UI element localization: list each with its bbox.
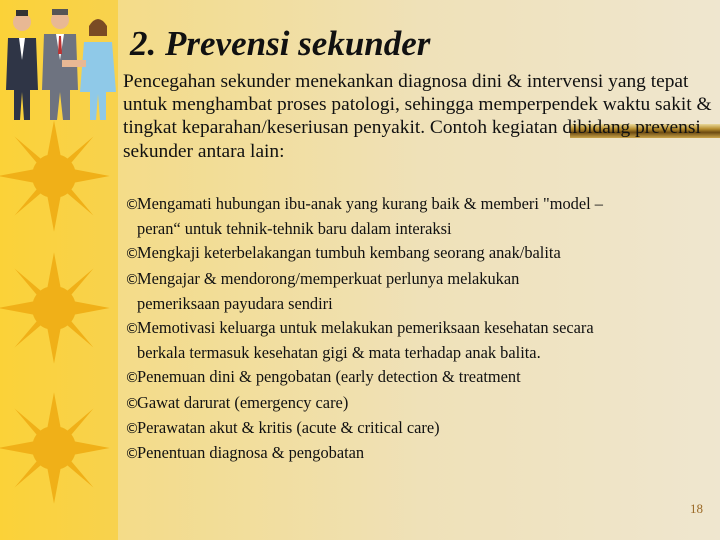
bullet-icon: © <box>125 271 139 288</box>
bullet-icon: © <box>125 420 139 437</box>
list-item-continuation: berkala termasuk kesehatan gigi & mata terhadap anak balita. <box>137 343 541 363</box>
list-item: ©Mengajar & mendorong/memperkuat perlunya melakukan <box>125 267 717 292</box>
business-people-clipart <box>2 2 120 122</box>
list-item: ©Penentuan diagnosa & pengobatan <box>125 441 717 466</box>
sun-icon <box>0 250 112 366</box>
bullet-list <box>125 192 717 466</box>
intro-paragraph: Pencegahan sekunder menekankan diagnosa dini & intervensi yang tepat untuk menghambat proses patologi, sehingga memperpendek waktu sakit & tingkat keparahan/keseriusan penyakit. Contoh kegiatan dibidang prevensi sekunder antara lain: <box>123 71 712 162</box>
slide-title: 2. Prevensi sekunder <box>130 24 431 63</box>
bullet-icon: © <box>125 321 139 338</box>
list-item: ©Perawatan akut & kritis (acute & critical care) <box>125 416 717 441</box>
bullet-icon: © <box>125 395 139 412</box>
bullet-icon: © <box>125 197 139 213</box>
page-number: 18 <box>690 501 703 516</box>
list-item-continuation: pemeriksaan payudara sendiri <box>137 293 333 313</box>
sun-icon <box>0 390 112 506</box>
bullet-icon: © <box>125 370 139 387</box>
list-item-continuation: peran“ untuk tehnik-tehnik baru dalam interaksi <box>137 219 452 239</box>
list-item: ©Mengkaji keterbelakangan tumbuh kembang seorang anak/balita <box>125 241 717 266</box>
list-item: ©Gawat darurat (emergency care) <box>125 391 717 416</box>
sun-icon <box>0 118 112 234</box>
bullet-icon: © <box>125 246 139 263</box>
list-item: ©Mengamati hubungan ibu-anak yang kurang baik & memberi "model – <box>125 192 717 217</box>
bullet-icon: © <box>125 446 139 463</box>
list-item: ©Memotivasi keluarga untuk melakukan pemeriksaan kesehatan secara <box>125 316 717 341</box>
list-item: ©Penemuan dini & pengobatan (early detection & treatment <box>125 365 717 390</box>
